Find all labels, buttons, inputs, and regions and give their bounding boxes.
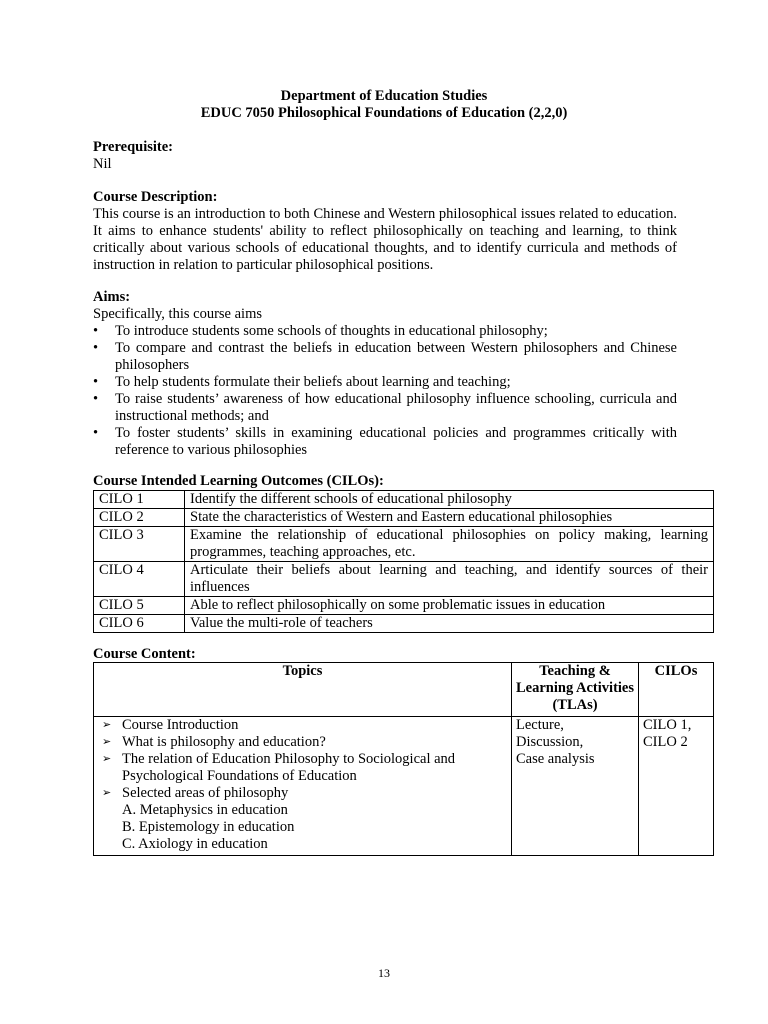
cilos-table <box>93 490 714 633</box>
cilo-text: Examine the relationship of educational philosophies on policy making, learning programmes, teaching approaches, etc. <box>185 527 714 562</box>
cilo-text: State the characteristics of Western and Eastern educational philosophies <box>185 509 714 527</box>
cilos-header: CILOs <box>639 663 714 717</box>
aim-item: • To help students formulate their beliefs about learning and teaching; <box>93 374 677 391</box>
cilo-text: Articulate their beliefs about learning and teaching, and identify sources of their influences <box>185 562 714 597</box>
aims-list <box>93 323 677 459</box>
aim-item: • To foster students’ skills in examining educational policies and programmes critically with reference to various philosophies <box>93 425 677 459</box>
table-row <box>94 562 714 597</box>
cilo-code: CILO 4 <box>94 562 185 597</box>
aims-label: Aims: <box>93 289 131 305</box>
list-item: ➢ What is philosophy and education? <box>102 734 326 750</box>
tla-item: Case analysis <box>516 751 595 767</box>
tla-item: Lecture, <box>516 717 564 733</box>
prerequisite-section <box>93 139 677 173</box>
topics-header: Topics <box>94 663 512 717</box>
cilo-code: CILO 6 <box>94 615 185 633</box>
arrow-bullet-icon: ➢ <box>102 719 112 731</box>
table-header-row <box>94 663 714 717</box>
cilo-text: Value the multi-role of teachers <box>185 615 714 633</box>
cilo-code: CILO 2 <box>94 509 185 527</box>
cilos-label: Course Intended Learning Outcomes (CILOs): <box>93 473 384 489</box>
cilo-ref: CILO 1, <box>643 717 692 733</box>
table-row <box>94 597 714 615</box>
list-item: ➢ Selected areas of philosophy <box>102 785 289 801</box>
list-item: C. Axiology in education <box>122 836 268 852</box>
description-label: Course Description: <box>93 189 218 205</box>
course-content-table <box>93 662 714 856</box>
tlas-cell <box>512 717 639 856</box>
cilo-text: Able to reflect philosophically on some problematic issues in education <box>185 597 714 615</box>
topics-cell <box>94 717 512 856</box>
arrow-bullet-icon: ➢ <box>102 787 112 799</box>
table-row <box>94 527 714 562</box>
list-item: ➢ The relation of Education Philosophy to Sociological and Psychological Foundations of Education <box>102 751 456 784</box>
description-section <box>93 189 677 274</box>
cilo-code: CILO 1 <box>94 491 185 509</box>
table-row <box>94 491 714 509</box>
description-text: This course is an introduction to both Chinese and Western philosophical issues related to education. It aims to enhance students' ability to reflect philosophically on teaching and learning, to think critically about various schools of educational thoughts, and to identify curricula and methods of instruction in relation to particular philosophical positions. <box>93 206 677 273</box>
aims-intro: Specifically, this course aims <box>93 306 262 322</box>
prerequisite-label: Prerequisite: <box>93 139 173 155</box>
cilo-code: CILO 3 <box>94 527 185 562</box>
cilo-text: Identify the different schools of educational philosophy <box>185 491 714 509</box>
department-heading: Department of Education Studies <box>280 88 488 104</box>
page-number: 13 <box>378 966 390 980</box>
aim-item: • To raise students’ awareness of how educational philosophy influence schooling, curricula and instructional methods; and <box>93 391 677 425</box>
cilo-code: CILO 5 <box>94 597 185 615</box>
arrow-bullet-icon: ➢ <box>102 753 112 765</box>
tla-item: Discussion, <box>516 734 584 750</box>
table-row <box>94 615 714 633</box>
cilos-cell <box>639 717 714 856</box>
subtopics-list <box>98 802 507 853</box>
prerequisite-value: Nil <box>93 156 112 172</box>
table-row <box>94 509 714 527</box>
list-item: A. Metaphysics in education <box>122 802 288 818</box>
aim-item: • To introduce students some schools of thoughts in educational philosophy; <box>93 323 677 340</box>
list-item: ➢ Course Introduction <box>102 717 239 733</box>
tlas-header: Teaching & Learning Activities (TLAs) <box>512 663 639 717</box>
aim-item: • To compare and contrast the beliefs in education between Western philosophers and Chinese philosophers <box>93 340 677 374</box>
content-label: Course Content: <box>93 646 196 662</box>
table-row <box>94 717 714 856</box>
arrow-bullet-icon: ➢ <box>102 736 112 748</box>
list-item: B. Epistemology in education <box>122 819 295 835</box>
topics-list <box>98 717 507 802</box>
aims-section <box>93 289 677 459</box>
cilo-ref: CILO 2 <box>643 734 688 750</box>
course-title: EDUC 7050 Philosophical Foundations of Education (2,2,0) <box>200 105 568 121</box>
